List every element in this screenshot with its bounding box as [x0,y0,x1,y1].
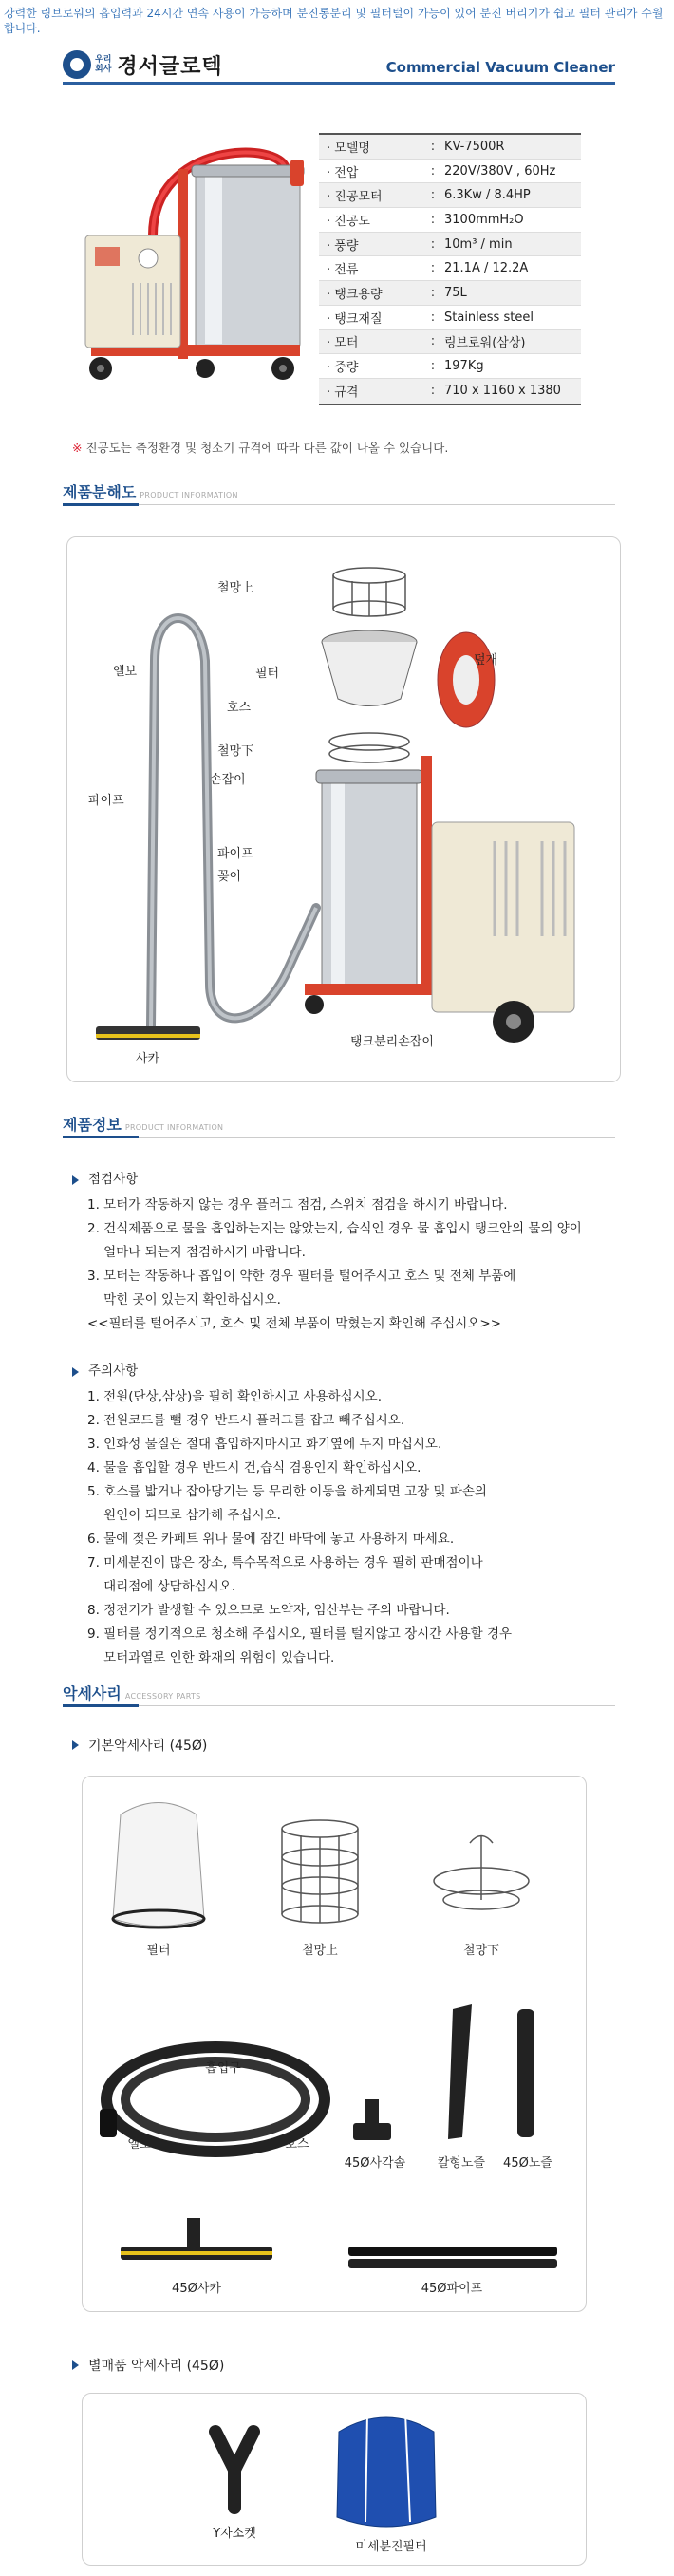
accessory-label-y-socket: Y자소켓 [213,2527,256,2541]
inspection-list [72,1194,623,1336]
spec-row [319,354,581,379]
section-title-info [63,1114,223,1135]
list-item: 원인이 되므로 삼가해 주십시오. [87,1508,281,1523]
logo-tag-top: 우리 [95,55,112,65]
spec-key: · 진공모터 [319,186,421,204]
inspection-block [72,1168,623,1336]
diagram-label-hose: 호스 [227,701,252,715]
vacuum-machine-image [63,131,319,406]
extra-accessories-box [82,2393,587,2566]
spec-key: · 규격 [319,382,421,400]
list-item: 3. 모터는 작동하나 흡입이 약한 경우 필터를 털어주시고 호스 및 전체 부품에 [87,1269,516,1284]
diagram-label-pipe: 파이프 [88,794,124,808]
list-item: 3. 인화성 물질은 절대 흡입하지마시고 화기옆에 두지 마십시오. [87,1437,442,1452]
spec-value: 220V/380V , 60Hz [444,163,556,179]
list-item: 얼마나 되는지 점검하시기 바랍니다. [87,1245,306,1260]
intro-text: 강력한 링브로워의 흡입력과 24시간 연속 사용이 가능하며 분진통분리 및 필터털이 가능이 있어 분진 버리기가 쉽고 필터 관리가 수월합니다. [4,7,664,35]
diagram-label-top-mesh: 철망上 [217,581,254,595]
spec-value: KV-7500R [444,139,505,154]
section-title-accessory-en: ACCESSORY PARTS [124,1692,201,1701]
spec-value: Stainless steel [444,310,534,325]
page-headline: Commercial Vacuum Cleaner [385,59,615,76]
spec-colon: : [430,310,436,325]
list-item: <<필터를 털어주시고, 호스 및 전체 부품이 막혔는지 확인해 주십시오>> [87,1316,501,1331]
spec-colon: : [430,334,436,349]
caution-list [72,1385,623,1670]
spec-value: 링브로워(삼상) [444,336,526,351]
extra-accessories-image [83,2394,588,2567]
inspection-title: 점검사항 [88,1172,139,1187]
spec-row [319,208,581,233]
logo-tag [95,55,111,74]
spec-colon: : [430,261,436,276]
spec-colon: : [430,285,436,300]
spec-key: · 전압 [319,162,421,180]
diagram-label-pipe-inlet-2: 꽂이 [217,870,242,884]
header-divider [63,82,615,85]
diagram-label-tank-handle: 탱크분리손잡이 [350,1035,434,1049]
section-title-exploded-en: PRODUCT INFORMATION [140,491,238,499]
company-logo [63,49,223,80]
spec-colon: : [430,188,436,203]
accessory-label-knife-nozzle: 칼형노즐 [437,2156,486,2171]
list-item: 4. 물을 흡입할 경우 반드시 건,습식 겸용인지 확인하십시오. [87,1460,421,1476]
spec-key: · 탱크용량 [319,284,421,302]
section-title-exploded [63,481,238,502]
list-item: 2. 전원코드를 뺄 경우 반드시 플러그를 잡고 빼주십시오. [87,1413,405,1428]
note-mark: ※ [72,441,83,455]
spec-value: 10m³ / min [444,236,513,252]
section-divider [63,1705,615,1706]
accessory-label-bottom-mesh: 철망下 [462,1944,500,1958]
spec-colon: : [430,139,436,154]
diagram-label-pipe-inlet-1: 파이프 [217,847,253,861]
caution-heading [72,1360,623,1383]
accessory-label-fine-filter: 미세분진필터 [355,2540,427,2554]
list-item: 1. 전원(단상,삼상)을 필히 확인하시고 사용하십시오. [87,1389,382,1404]
diagram-label-filter: 필터 [255,667,280,681]
spec-key: · 풍량 [319,235,421,254]
triangle-bullet-icon [72,1740,79,1750]
spec-row [319,256,581,281]
section-title-accessory [63,1683,201,1703]
spec-key: · 탱크재질 [319,309,421,327]
inspection-heading [72,1168,623,1192]
accessory-label-pipe: 45Ø파이프 [421,2282,483,2296]
section-divider [63,504,615,505]
spec-colon: : [430,359,436,374]
spec-value: 75L [444,285,467,300]
accessory-label-hose: 호스 [285,2137,309,2152]
logo-tag-bottom: 회사 [95,65,112,74]
list-item: 막힌 곳이 있는지 확인하십시오. [87,1292,281,1307]
list-item: 모터과열로 인한 화재의 위험이 있습니다. [87,1650,335,1665]
accessory-label-floor-tool: 45Ø사카 [172,2282,221,2296]
caution-block [72,1360,623,1670]
logo-name: 경서글로텍 [117,54,223,79]
spec-row [319,135,581,160]
spec-row [319,379,581,404]
basic-accessories-box [82,1776,587,2312]
spec-colon: : [430,384,436,399]
basic-accessories-heading [72,1736,207,1755]
diagram-label-floor-tool: 사카 [136,1052,160,1066]
spec-key: · 모델명 [319,138,421,156]
accessory-label-square-nozzle: 45Ø사각솔 [344,2156,406,2171]
list-item: 9. 필터를 정기적으로 청소해 주십시오, 필터를 털지않고 장시간 사용할 경우 [87,1626,513,1642]
spec-value: 21.1A / 12.2A [444,261,529,276]
accessory-label-elbow: 엘보 [127,2137,152,2152]
accessory-label-nozzle: 45Ø노즐 [503,2156,552,2171]
diagram-label-elbow: 엘보 [113,665,138,679]
section-divider [63,1137,615,1138]
spec-key: · 중량 [319,357,421,375]
spec-value: 197Kg [444,359,484,374]
spec-row [319,233,581,257]
spec-value: 6.3Kw / 8.4HP [444,188,531,203]
spec-row [319,330,581,355]
spec-colon: : [430,236,436,252]
vacuum-note [72,439,448,456]
accessory-label-top-mesh: 철망上 [301,1944,339,1958]
extra-accessories-heading [72,2356,224,2375]
spec-key: · 모터 [319,332,421,350]
triangle-bullet-icon [72,1175,79,1185]
triangle-bullet-icon [72,2360,79,2370]
section-title-info-en: PRODUCT INFORMATION [124,1123,224,1132]
exploded-diagram-box [66,536,621,1082]
list-item: 6. 물에 젖은 카페트 위나 물에 잠긴 바닥에 놓고 사용하지 마세요. [87,1532,455,1547]
list-item: 5. 호스를 밟거나 잡아당기는 등 무리한 이동을 하게되면 고장 및 파손의 [87,1484,487,1499]
section-title-exploded-ko: 제품분해도 [63,483,137,501]
basic-accessories-image [83,1777,588,2313]
section-title-accessory-ko: 악세사리 [63,1684,122,1702]
list-item: 대리점에 상담하십시오. [87,1579,236,1594]
spec-value: 3100mmH₂O [444,212,524,227]
note-text: 진공도는 측정환경 및 청소기 규격에 따라 다른 값이 나올 수 있습니다. [85,441,449,455]
list-item: 1. 모터가 작동하지 않는 경우 플러그 점검, 스위치 점검을 하시기 바랍니다. [87,1197,508,1213]
spec-row [319,306,581,330]
diagram-label-lid: 덮개 [474,653,498,668]
section-title-info-ko: 제품정보 [63,1116,122,1134]
exploded-diagram-image [67,537,622,1083]
diagram-label-bottom-mesh: 철망下 [217,744,254,759]
accessory-label-filter: 필터 [146,1944,171,1958]
basic-accessories-title: 기본악세사리 (45Ø) [88,1739,208,1754]
spec-table [319,133,581,405]
diagram-label-handle: 손잡이 [210,773,246,787]
spec-key: · 전류 [319,259,421,277]
spec-colon: : [430,212,436,227]
spec-row [319,281,581,306]
caution-title: 주의사항 [88,1363,139,1379]
spec-row [319,183,581,208]
spec-value: 710 x 1160 x 1380 [444,384,561,399]
spec-row [319,160,581,184]
spec-key: · 진공도 [319,211,421,229]
list-item: 2. 건식제품으로 물을 흡입하는지는 않았는지, 습식인 경우 물 흡입시 탱크안의 물의 양이 [87,1221,582,1236]
list-item: 8. 정전기가 발생할 수 있으므로 노약자, 임산부는 주의 바랍니다. [87,1603,450,1618]
extra-accessories-title: 별매품 악세사리 (45Ø) [88,2359,225,2374]
spec-colon: : [430,163,436,179]
list-item: 7. 미세분진이 많은 장소, 특수목적으로 사용하는 경우 필히 판매점이나 [87,1555,483,1570]
logo-emblem-icon [63,50,91,79]
triangle-bullet-icon [72,1367,79,1377]
accessory-label-inlet: 흡입구 [205,2061,241,2076]
